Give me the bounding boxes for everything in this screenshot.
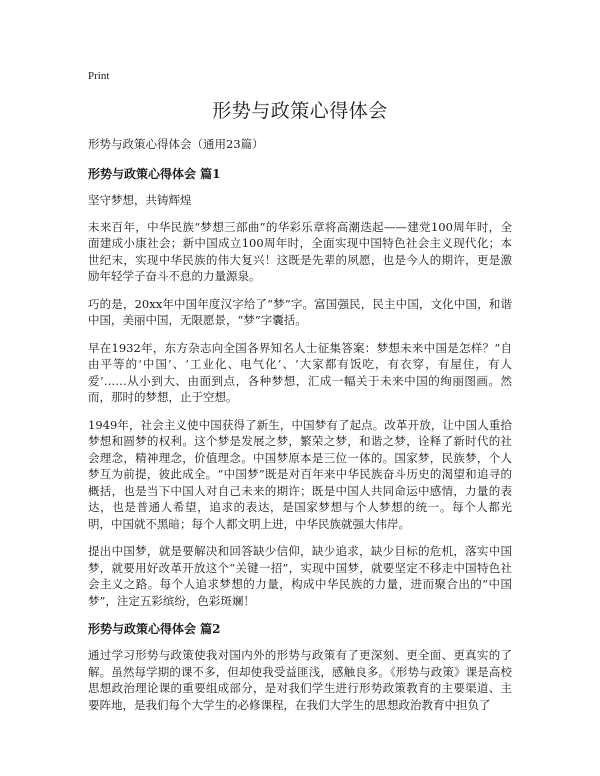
paragraph: 提出中国梦，就是要解决和回答缺少信仰，缺少追求，缺少目标的危机，落实中国梦，就要用好改革开放这个“关键一招”，实现中国梦，就要坚定不移走中国特色社会主义之路。每个人追求梦想的力量，构成中华民族的力量，进而聚合出的“中国梦”，注定五彩缤纷，色彩斑斓！ xyxy=(88,544,512,608)
document-page xyxy=(88,70,512,724)
paragraph: 未来百年，中华民族“梦想三部曲”的华彩乐章将高潮迭起——建党100周年时，全面建成小康社会；新中国成立100周年时，全面实现中国特色社会主义现代化；本世纪末，实现中华民族的伟大复兴！这既是先辈的夙愿，也是今人的期许，更是激励年轻学子奋斗不息的力量源泉。 xyxy=(88,219,512,283)
paragraph: 巧的是，20xx年中国年度汉字给了“梦”字。富国强民，民主中国，文化中国，和谐中国，美丽中国，无限愿景，“梦”字囊括。 xyxy=(88,296,512,327)
paragraph: 坚守梦想，共铸辉煌 xyxy=(88,193,192,207)
document-title: 形势与政策心得体会 xyxy=(212,100,388,122)
document-subtitle: 形势与政策心得体会（通用23篇） xyxy=(88,137,264,151)
section-heading-1: 形势与政策心得体会 篇1 xyxy=(88,167,221,181)
paragraph: 通过学习形势与政策使我对国内外的形势与政策有了更深刻、更全面、更真实的了解。虽然每学期的课不多，但却使我受益匪浅，感触良多。《形势与政策》课是高校思想政治理论课的重要组成部分，是对我们学生进行形势政策教育的主要渠道、主要阵地，是我们每个大学生的必修课程，在我们大学生的思想政治教育中担负了 xyxy=(88,648,512,712)
paragraph: 早在1932年，东方杂志向全国各界知名人士征集答案：梦想未来中国是怎样？“自由平等的‘中国’、‘工业化、电气化’、‘大家都有饭吃，有衣穿，有屋住，有人爱’……从小到大、由面到点，各种梦想，汇成一幅关于未来中国的绚丽图画。然而，那时的梦想，止于空想。 xyxy=(88,340,512,404)
section-heading-2: 形势与政策心得体会 篇2 xyxy=(88,622,221,636)
print-link[interactable]: Print xyxy=(88,70,110,82)
paragraph: 1949年，社会主义使中国获得了新生，中国梦有了起点。改革开放，让中国人重拾梦想和圆梦的权利。这个梦是发展之梦，繁荣之梦，和谐之梦，诠释了新时代的社会理念，精神理念，价值理念。中国梦原本是三位一体的。国家梦，民族梦，个人梦互为前提，彼此成全。“中国梦”既是对百年来中华民族奋斗历史的渴望和追寻的概括，也是当下中国人对自己未来的期许；既是中国人共同命运中感情，力量的表达，也是普通人希望，追求的表达，是国家梦想与个人梦想的统一。每个人都光明，中国就不黑暗；每个人都文明上进，中华民族就强大伟岸。 xyxy=(88,417,512,531)
